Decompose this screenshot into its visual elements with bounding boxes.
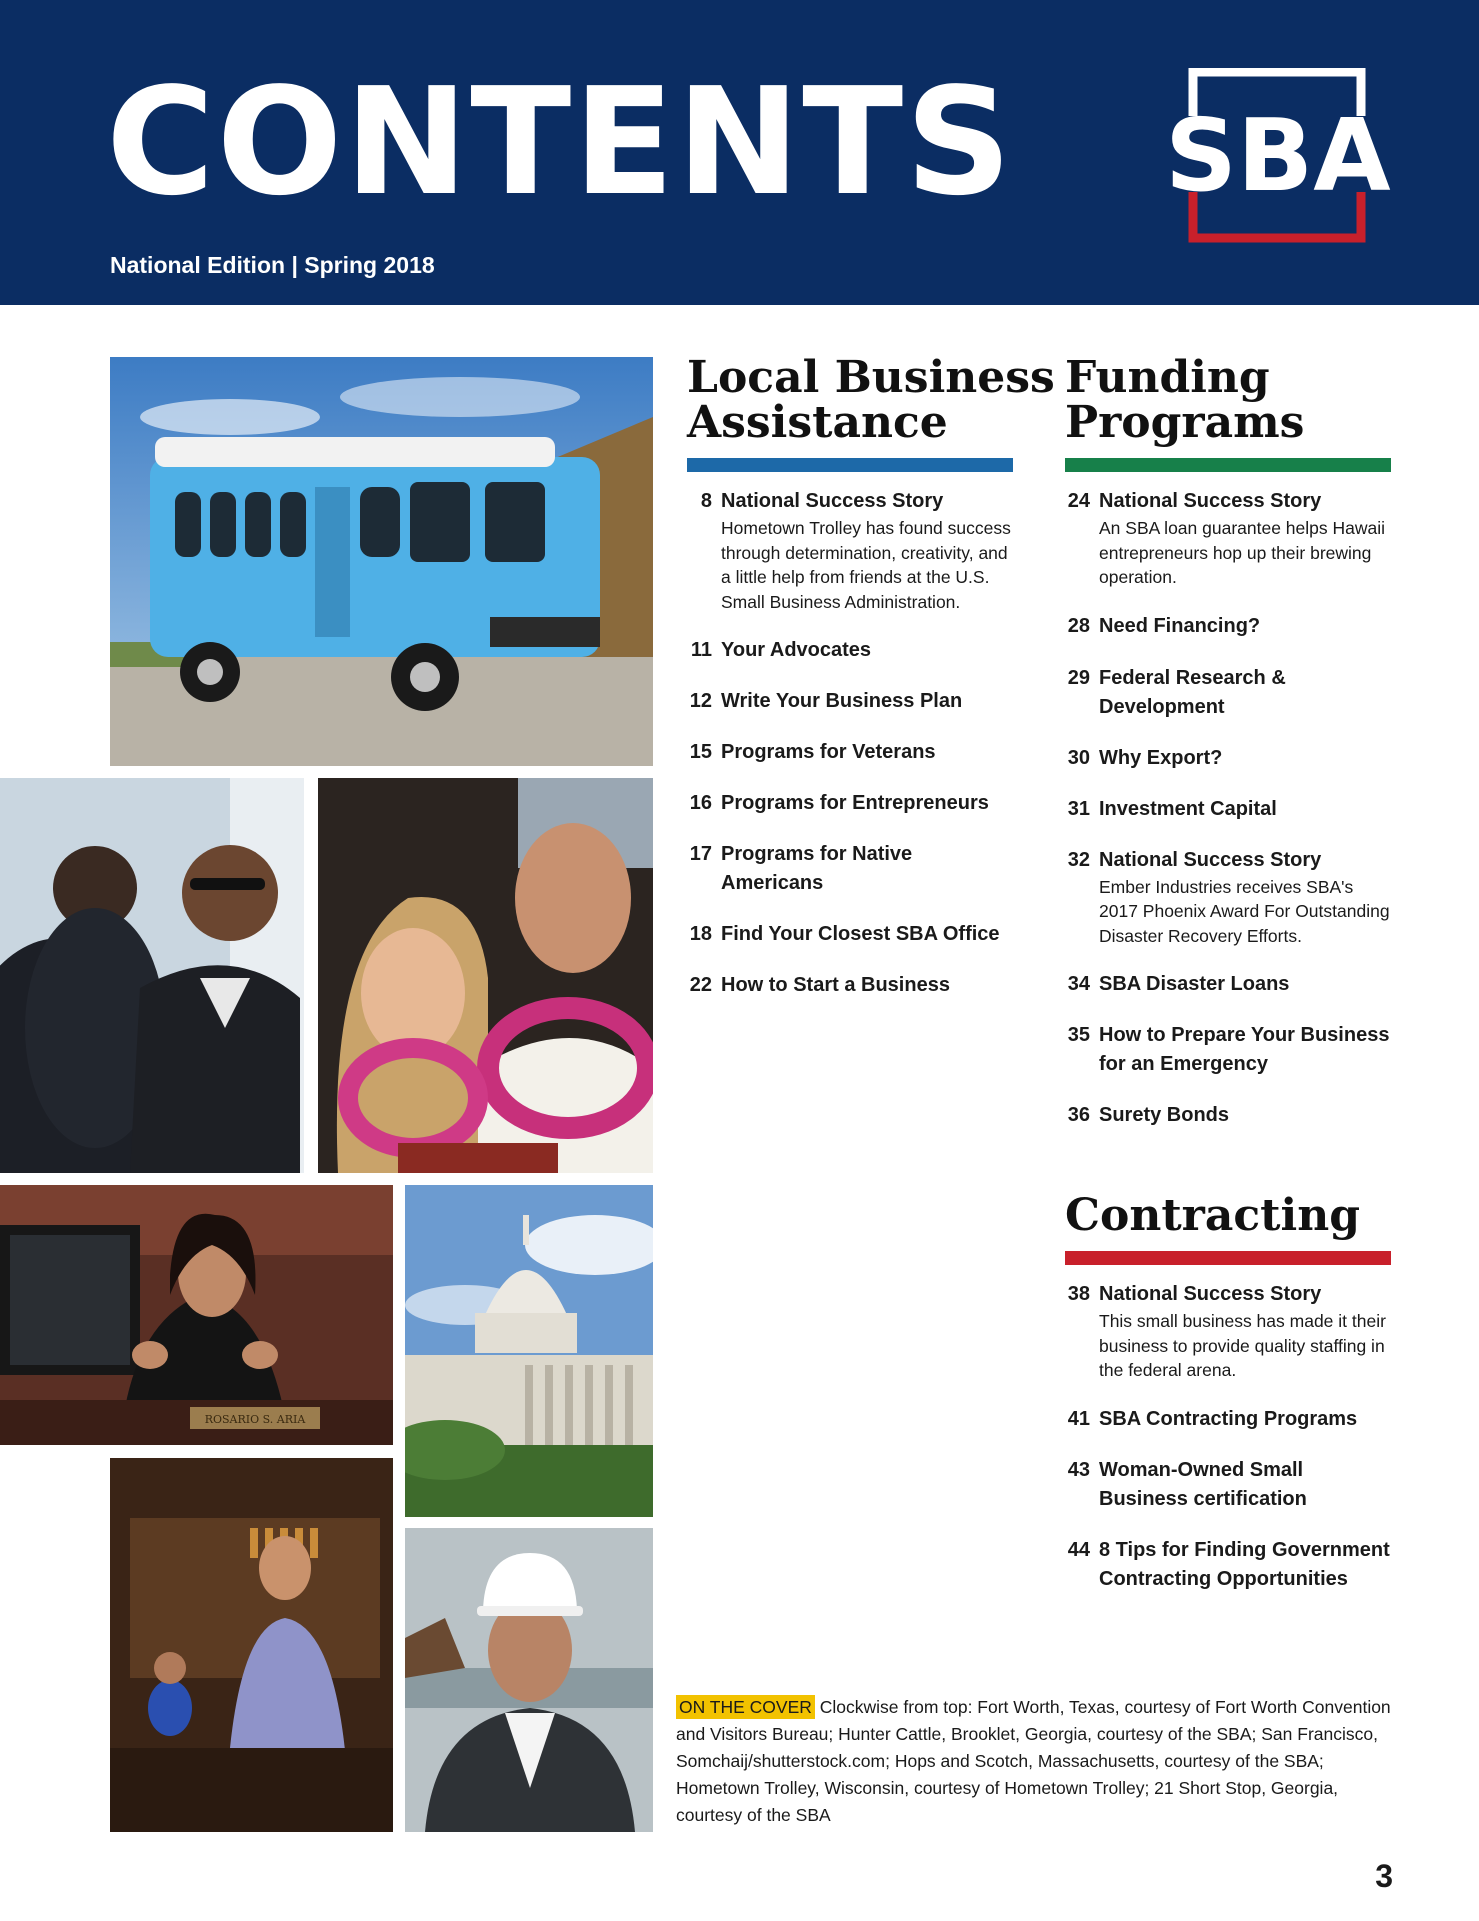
- toc-page-number: 28: [1067, 614, 1090, 637]
- toc-entry-text: [1099, 1021, 1391, 1079]
- heading-local-business-assistance: [687, 352, 1055, 448]
- toc-entry-text: [721, 920, 1013, 949]
- heading-line: Local Business: [687, 352, 1055, 403]
- toc-entry-text: [1099, 970, 1391, 999]
- toc-page-number: 38: [1067, 1283, 1090, 1305]
- toc-entry[interactable]: [687, 789, 1013, 818]
- heading-funding-programs: [1065, 352, 1305, 448]
- toc-entry[interactable]: [687, 840, 1013, 898]
- toc-entry-title: Woman-Owned Small Business certification: [1099, 1458, 1307, 1510]
- photo-couple: [318, 778, 653, 1173]
- toc-entry[interactable]: [1065, 1021, 1391, 1079]
- toc-funding-programs: [1065, 487, 1391, 1130]
- toc-entry[interactable]: [1065, 795, 1391, 824]
- toc-entry-description: An SBA loan guarantee helps Hawaii entrepreneurs hop up their brewing operation.: [1099, 518, 1386, 587]
- toc-page-number: 43: [1067, 1458, 1090, 1481]
- toc-entry-title: Programs for Entrepreneurs: [721, 792, 989, 814]
- toc-entry[interactable]: [1065, 612, 1391, 641]
- toc-entry-title: National Success Story: [1099, 1283, 1322, 1305]
- toc-page-number: 24: [1067, 490, 1090, 512]
- toc-page-number: 29: [1067, 666, 1090, 689]
- toc-entry-title: How to Prepare Your Business for an Emergency: [1099, 1024, 1390, 1075]
- toc-page-number: 18: [689, 923, 712, 945]
- toc-entry[interactable]: [1065, 1280, 1391, 1383]
- toc-entry[interactable]: [1065, 664, 1391, 722]
- toc-entry-text: [1099, 744, 1391, 773]
- cover-credits: [676, 1694, 1396, 1829]
- sba-logo: [1165, 68, 1395, 244]
- toc-entry[interactable]: [1065, 846, 1391, 949]
- toc-entry-text: [721, 971, 1013, 1000]
- toc-entry-text: [721, 738, 1013, 767]
- page-title: CONTENTS: [106, 56, 1014, 228]
- cover-text: Clockwise from top: Fort Worth, Texas, courtesy of Fort Worth Convention and Visitors Bureau; Hunter Cattle, Brooklet, Georgia, courtesy of the SBA; San Francisco, Somchaij/shutterstock.com; Hops and Scotch, Massachusetts, courtesy of the SBA; Hometown Trolley, Wisconsin, courtesy of Hometown Trolley; 21 Short Stop, Georgia, courtesy of the SBA: [676, 1697, 1391, 1825]
- toc-page-number: 32: [1067, 848, 1090, 871]
- rule-local-business-assistance: [687, 458, 1013, 472]
- toc-entry-title: National Success Story: [1099, 848, 1322, 871]
- toc-entry-text: [1099, 1101, 1391, 1130]
- toc-page-number: 36: [1067, 1104, 1090, 1126]
- toc-entry-text: [721, 636, 1013, 665]
- toc-page-number: 8: [700, 490, 712, 512]
- toc-entry-text: [1099, 1280, 1391, 1383]
- toc-entry-description: This small business has made it their business to provide quality staffing in the federal arena.: [1099, 1311, 1386, 1380]
- toc-entry-text: [1099, 1405, 1391, 1434]
- toc-entry-title: National Success Story: [1099, 490, 1322, 512]
- toc-entry-title: Why Export?: [1099, 746, 1223, 769]
- toc-entry-text: [1099, 487, 1391, 590]
- photo-capitol: [405, 1185, 653, 1517]
- toc-entry-description: Ember Industries receives SBA's 2017 Phoenix Award For Outstanding Disaster Recovery Efforts.: [1099, 876, 1390, 946]
- toc-page-number: 16: [689, 792, 712, 814]
- toc-page-number: 44: [1067, 1538, 1090, 1561]
- photo-engineer: [405, 1528, 653, 1832]
- toc-page-number: 22: [689, 974, 712, 996]
- toc-entry[interactable]: [1065, 487, 1391, 590]
- rule-contracting: [1065, 1251, 1391, 1265]
- toc-page-number: 12: [689, 690, 712, 712]
- toc-page-number: 30: [1067, 746, 1090, 769]
- toc-entry-title: Investment Capital: [1099, 797, 1277, 820]
- heading-line: Assistance: [687, 397, 948, 448]
- heading-contracting: Contracting: [1065, 1190, 1360, 1241]
- toc-entry-text: [721, 487, 1013, 614]
- toc-entry[interactable]: [1065, 744, 1391, 773]
- toc-entry-text: [1099, 664, 1391, 722]
- toc-entry[interactable]: [687, 687, 1013, 716]
- rule-funding-programs: [1065, 458, 1391, 472]
- toc-page-number: 15: [689, 741, 712, 763]
- photo-meeting: [0, 778, 304, 1173]
- toc-entry-title: Find Your Closest SBA Office: [721, 923, 1000, 945]
- toc-page-number: 34: [1067, 973, 1090, 995]
- toc-page-number: 35: [1067, 1024, 1090, 1046]
- toc-entry-text: [721, 840, 1013, 898]
- toc-entry-text: [1099, 795, 1391, 824]
- toc-entry-title: How to Start a Business: [721, 974, 950, 996]
- toc-entry[interactable]: [1065, 1456, 1391, 1514]
- toc-entry-title: Your Advocates: [721, 639, 872, 661]
- toc-entry[interactable]: [687, 920, 1013, 949]
- toc-page-number: 41: [1067, 1407, 1090, 1430]
- nameplate-text: ROSARIO S. ARIA: [204, 1413, 306, 1426]
- toc-contracting: [1065, 1280, 1391, 1594]
- toc-entry-title: SBA Contracting Programs: [1099, 1407, 1358, 1430]
- toc-entry-text: [721, 687, 1013, 716]
- toc-entry[interactable]: [1065, 1405, 1391, 1434]
- toc-entry-title: Programs for Veterans: [721, 741, 936, 763]
- page-number: 3: [1375, 1858, 1393, 1894]
- toc-entry-title: Federal Research & Development: [1099, 666, 1286, 718]
- cover-tag: ON THE COVER: [676, 1695, 815, 1719]
- toc-page-number: 17: [689, 843, 712, 865]
- edition-label: National Edition | Spring 2018: [110, 252, 435, 278]
- toc-entry-description: Hometown Trolley has found success through determination, creativity, and a little help from friends at the U.S. Small Business Administration.: [721, 518, 1011, 612]
- toc-entry-title: Surety Bonds: [1099, 1104, 1230, 1126]
- toc-entry-title: 8 Tips for Finding Government Contracting Opportunities: [1099, 1538, 1390, 1590]
- logo-text: SBA: [1165, 97, 1391, 214]
- toc-entry[interactable]: [1065, 1101, 1391, 1130]
- photo-trolley: [110, 357, 653, 766]
- toc-entry-text: [1099, 1536, 1391, 1594]
- heading-line: Programs: [1065, 397, 1305, 448]
- heading-line: Funding: [1065, 352, 1270, 403]
- toc-entry-title: Write Your Business Plan: [721, 690, 963, 712]
- toc-page-number: 11: [690, 639, 712, 661]
- toc-local-business-assistance: [687, 487, 1013, 1000]
- toc-entry-title: National Success Story: [721, 490, 944, 512]
- toc-entry-title: SBA Disaster Loans: [1099, 973, 1290, 995]
- toc-entry-title: Need Financing?: [1099, 614, 1261, 637]
- toc-entry[interactable]: [1065, 970, 1391, 999]
- toc-entry-text: [721, 789, 1013, 818]
- toc-page-number: 31: [1067, 797, 1090, 820]
- toc-entry[interactable]: [1065, 1536, 1391, 1594]
- toc-entry-text: [1099, 1456, 1391, 1514]
- toc-entry[interactable]: [687, 971, 1013, 1000]
- toc-entry-text: [1099, 846, 1391, 949]
- toc-entry-title: Programs for Native Americans: [721, 843, 913, 894]
- toc-entry[interactable]: [687, 487, 1013, 614]
- header-banner: [0, 0, 1479, 305]
- toc-entry[interactable]: [687, 738, 1013, 767]
- photo-bartender: [110, 1458, 393, 1832]
- toc-entry[interactable]: [687, 636, 1013, 665]
- toc-entry-text: [1099, 612, 1391, 641]
- photo-businesswoman: [0, 1185, 393, 1445]
